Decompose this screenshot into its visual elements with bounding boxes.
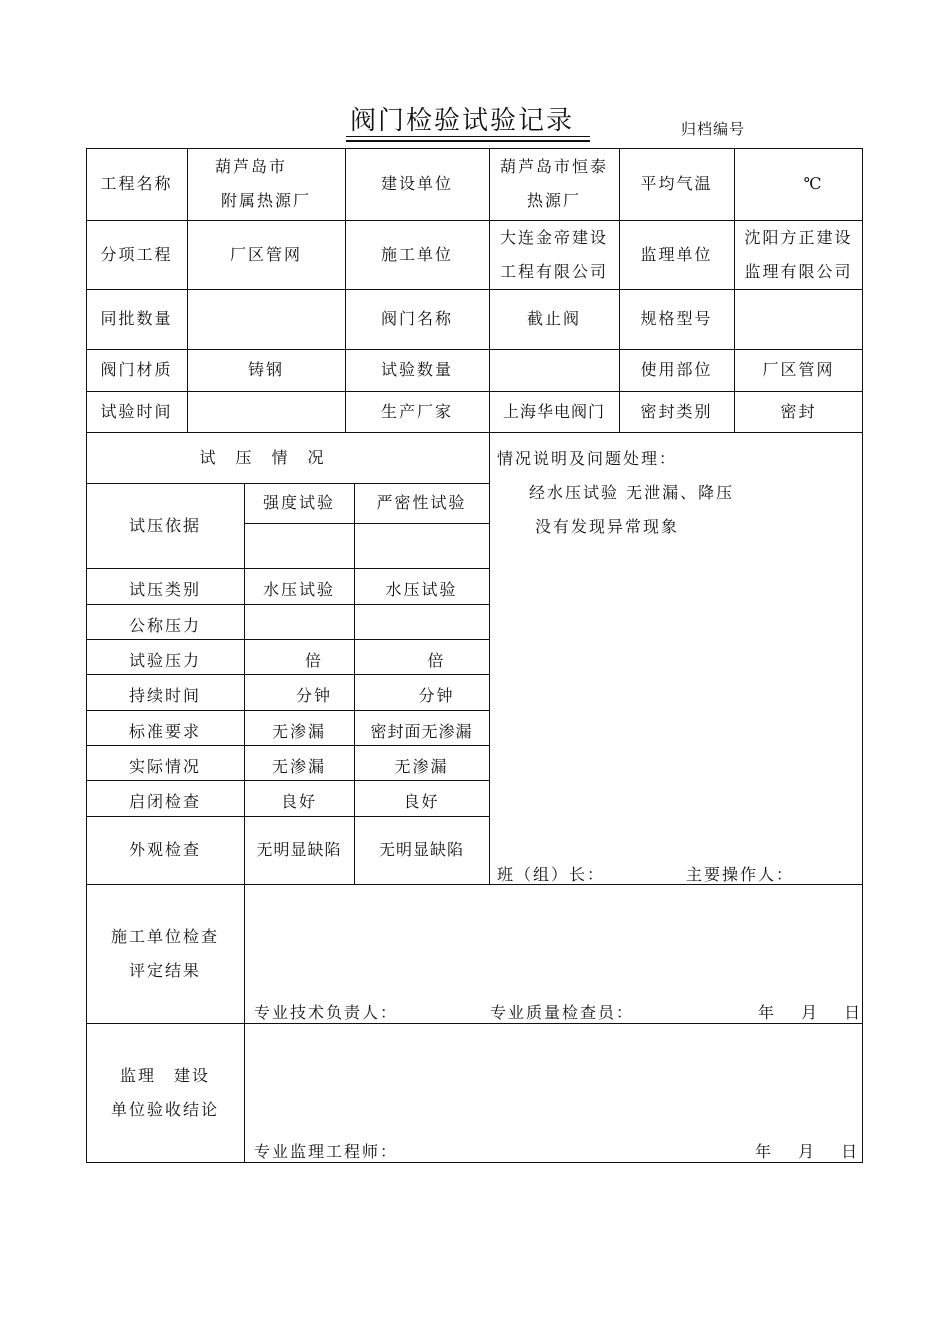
row-divider [86, 568, 489, 569]
pressure-row-strength: 分钟 [295, 686, 332, 705]
supervisor-value [734, 220, 863, 289]
supervisor-line2: 监理有限公司 [744, 261, 853, 281]
pressure-row-label: 试验压力 [128, 650, 201, 670]
pressure-row-tightness: 无明显缺陷 [378, 840, 464, 859]
supervision-line2: 单位验收结论 [110, 1100, 219, 1119]
valve-name-value: 截止阀 [526, 309, 581, 328]
sub-project-value: 厂区管网 [229, 244, 302, 264]
supervision-date: 年 月 日 [755, 1142, 860, 1161]
project-name-value [187, 148, 345, 220]
contractor-check-line2: 评定结果 [128, 960, 201, 980]
owner-label: 建设单位 [380, 174, 453, 193]
spec-label: 规格型号 [640, 309, 713, 328]
team-leader-label: 班（组）长： [497, 865, 606, 884]
title-underline-thick [346, 140, 590, 142]
pressure-row-strength: 无明显缺陷 [256, 840, 342, 859]
material-value: 铸钢 [247, 360, 284, 379]
tightness-test-header: 严密性试验 [376, 493, 467, 512]
seal-type-label: 密封类别 [640, 401, 713, 421]
supervision-label [86, 1023, 244, 1163]
title-underline [346, 136, 590, 137]
project-name-line1: 葫芦岛市 [214, 157, 287, 176]
supervision-line1: 监理 建设 [119, 1066, 210, 1085]
strength-test-header: 强度试验 [262, 493, 335, 512]
qc-inspector-label: 专业质量检查员： [490, 1003, 635, 1022]
contractor-line1: 大连金帝建设 [499, 227, 608, 247]
batch-qty-label: 同批数量 [100, 309, 173, 328]
contractor-value [489, 220, 619, 289]
pressure-row-strength: 良好 [280, 792, 317, 811]
pressure-row-tightness: 良好 [403, 792, 440, 811]
supervisor-line1: 沈阳方正建设 [744, 227, 853, 247]
contractor-check-line1: 施工单位检查 [110, 926, 219, 946]
usage-label: 使用部位 [640, 360, 713, 379]
owner-line1: 葫芦岛市恒泰 [499, 157, 608, 176]
pressure-row-label: 实际情况 [128, 756, 201, 776]
avg-temp-label: 平均气温 [640, 174, 713, 193]
pressure-row-strength: 水压试验 [262, 580, 335, 599]
contractor-label: 施工单位 [380, 244, 453, 264]
pressure-row-strength: 无渗漏 [271, 756, 326, 776]
pressure-row-tightness: 分钟 [418, 686, 455, 705]
usage-value: 厂区管网 [762, 360, 835, 379]
archive-number-label: 归档编号 [681, 120, 746, 138]
manufacturer-value: 上海华电阀门 [502, 401, 605, 421]
notes-line1: 经水压试验 无泄漏、降压 [529, 483, 735, 502]
manufacturer-label: 生产厂家 [380, 401, 453, 421]
project-name-line2: 附属热源厂 [220, 191, 311, 210]
pressure-row-label: 启闭检查 [128, 792, 201, 811]
test-qty-label: 试验数量 [380, 360, 453, 379]
owner-line2: 热源厂 [526, 191, 581, 210]
seal-type-value: 密封 [780, 401, 817, 421]
pressure-test-title: 试 压 情 况 [199, 447, 326, 467]
material-label: 阀门材质 [100, 360, 173, 379]
notes-heading: 情况说明及问题处理： [497, 449, 678, 468]
avg-temp-unit: ℃ [803, 174, 824, 193]
pressure-row-label: 外观检查 [128, 840, 201, 859]
test-time-label: 试验时间 [100, 401, 173, 421]
pressure-row-tightness: 密封面无渗漏 [370, 721, 473, 741]
contractor-check-date: 年 月 日 [758, 1003, 863, 1022]
contractor-check-label [86, 884, 244, 1023]
notes-line2: 没有发现异常现象 [535, 517, 680, 536]
supervisor-label: 监理单位 [640, 244, 713, 264]
contractor-line2: 工程有限公司 [499, 261, 608, 281]
pressure-row-tightness: 水压试验 [385, 580, 458, 599]
pressure-row-tightness [354, 608, 489, 643]
pressure-row-strength: 倍 [304, 650, 323, 670]
pressure-row-label: 标准要求 [128, 721, 201, 741]
test-basis-label: 试压依据 [128, 515, 201, 535]
document-title: 阀门检验试验记录 [350, 106, 575, 136]
owner-value [489, 148, 619, 220]
sub-project-label: 分项工程 [100, 244, 173, 264]
pressure-row-tightness: 倍 [427, 650, 446, 670]
pressure-row-label: 持续时间 [128, 686, 201, 705]
pressure-row-tightness: 无渗漏 [394, 756, 449, 776]
valve-name-label: 阀门名称 [380, 309, 453, 328]
pressure-row-strength [244, 608, 354, 643]
pressure-row-label: 公称压力 [128, 615, 201, 635]
supervision-engineer-label: 专业监理工程师： [254, 1142, 399, 1161]
pressure-row-label: 试压类别 [128, 580, 201, 599]
pressure-row-strength: 无渗漏 [271, 721, 326, 741]
project-name-label: 工程名称 [100, 174, 173, 193]
main-operator-label: 主要操作人： [686, 865, 795, 884]
row-divider [244, 523, 489, 524]
tech-lead-label: 专业技术负责人： [254, 1003, 399, 1022]
